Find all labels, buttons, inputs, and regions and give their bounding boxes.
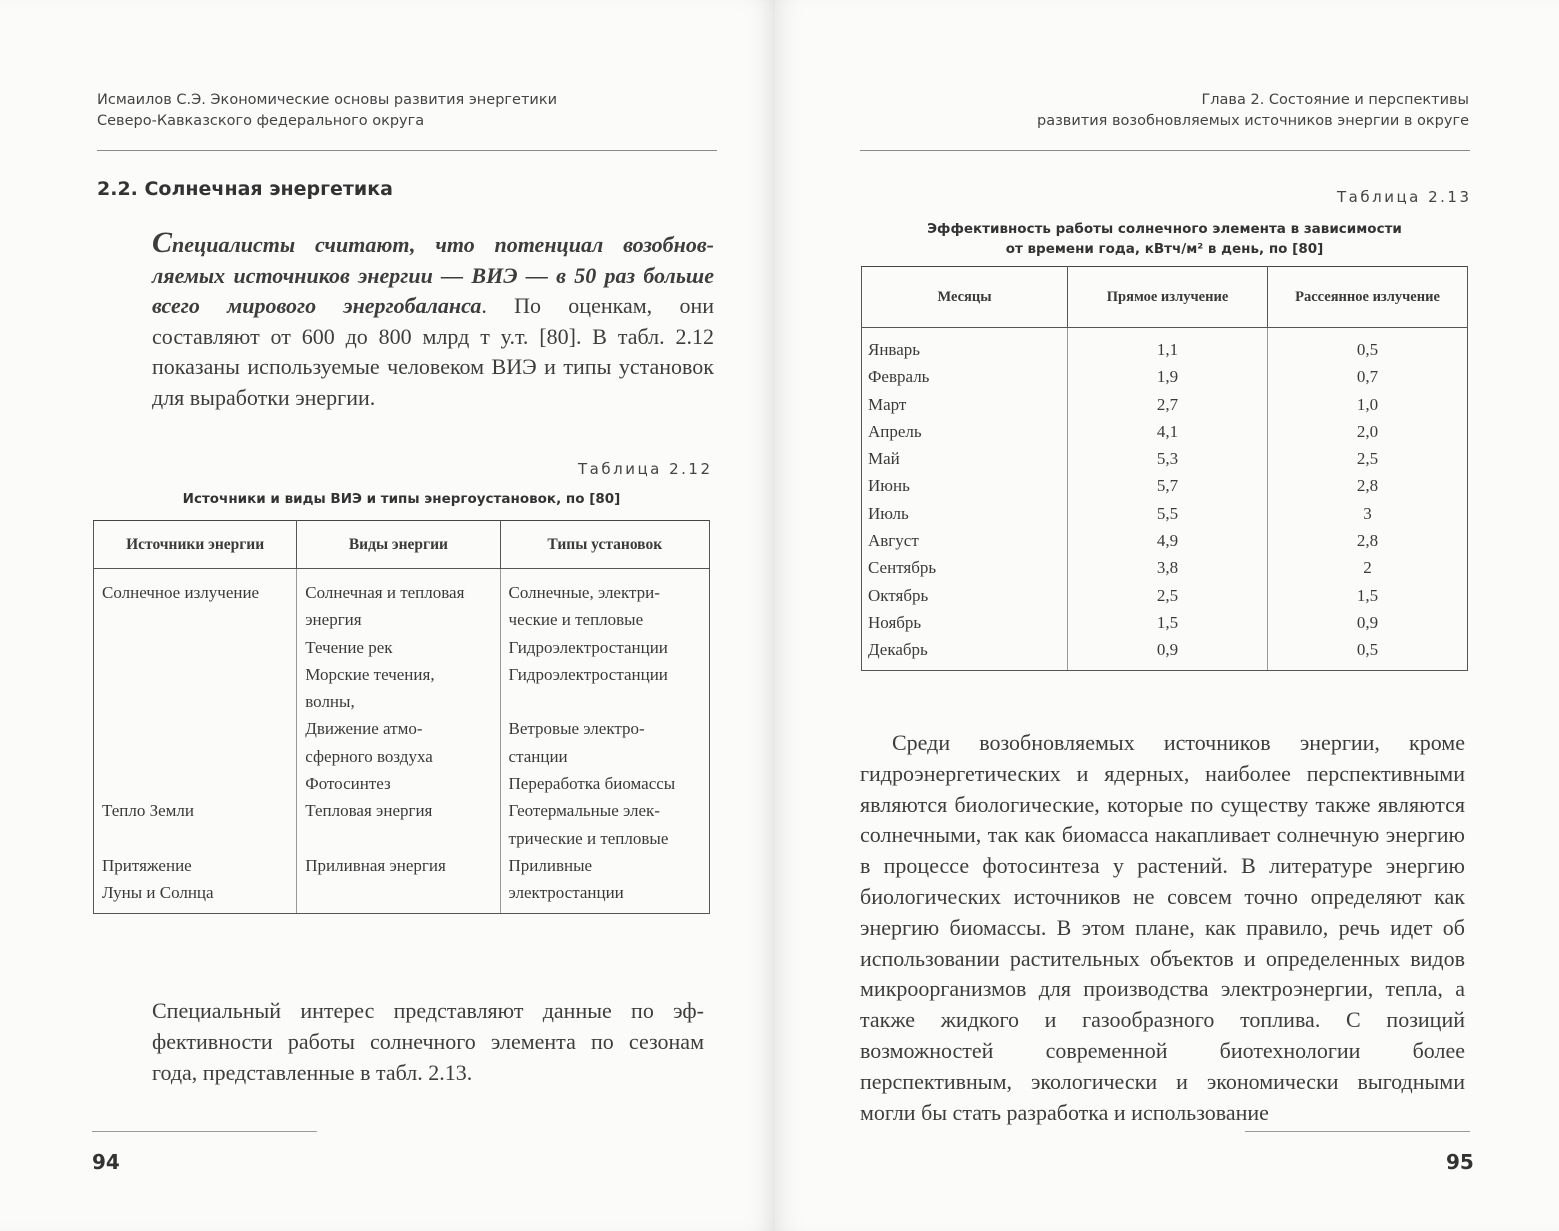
direct-radiation-cell: 1,9: [1068, 363, 1268, 390]
header-rule: [860, 150, 1470, 151]
table-row: [862, 636, 1468, 670]
direct-radiation-cell: 1,1: [1068, 328, 1268, 364]
cell-line: энергия: [305, 610, 362, 630]
cell-line: Движение атмо-: [305, 719, 423, 739]
column-header: Виды энергии: [297, 521, 500, 569]
section-heading: 2.2. Солнечная энергетика: [97, 178, 393, 200]
month-cell: Октябрь: [862, 582, 1068, 609]
table-row: [94, 569, 710, 914]
diffuse-radiation-cell: 0,7: [1268, 363, 1468, 390]
intro-text: . По оценкам, они составляют от 600 до 800 млрд т у.т. [80]. В табл. 2.12 показаны используемые человеком ВИЭ и типы установок для выработки энергии.: [152, 293, 714, 410]
diffuse-radiation-cell: 2: [1268, 554, 1468, 581]
dropcap: С: [152, 226, 173, 259]
column-header: Источники энергии: [94, 521, 297, 569]
table-2-13: [861, 266, 1468, 671]
table-row: [862, 472, 1468, 499]
table-body: [862, 328, 1468, 671]
table-title-line: от времени года, кВтч/м² в день, по [80]: [1005, 241, 1324, 257]
month-cell: Июнь: [862, 472, 1068, 499]
cell-line: Фотосинтез: [305, 774, 391, 794]
diffuse-radiation-cell: 1,0: [1268, 391, 1468, 418]
table-row: [862, 445, 1468, 472]
direct-radiation-cell: 2,7: [1068, 391, 1268, 418]
direct-radiation-cell: 3,8: [1068, 554, 1268, 581]
table-title-line: Эффективность работы солнечного элемента в зависимости: [927, 221, 1402, 237]
diffuse-radiation-cell: 0,9: [1268, 609, 1468, 636]
page-number: 94: [92, 1150, 120, 1174]
month-cell: Ноябрь: [862, 609, 1068, 636]
running-head-line: развития возобновляемых источников энергии в округе: [1036, 113, 1469, 129]
table-row: [862, 500, 1468, 527]
column-header: Рассеянное излучение: [1268, 267, 1468, 328]
table-row: [862, 527, 1468, 554]
installations-cell: [500, 569, 709, 914]
cell-line: Ветровые электро-: [508, 719, 645, 739]
month-cell: Февраль: [862, 363, 1068, 390]
energy-types-cell: [297, 569, 500, 914]
table-row: [862, 418, 1468, 445]
direct-radiation-cell: 4,9: [1068, 527, 1268, 554]
table-row: [862, 554, 1468, 581]
cell-line: Луны и Солнца: [102, 883, 214, 903]
intro-emphasis: пециалисты считают, что потенциал возобновляемых источников энергии — ВИЭ — в 50 раз больше всего мирового энергобаланса: [152, 232, 714, 318]
table-2-13-title: [861, 219, 1468, 259]
table-row: [862, 363, 1468, 390]
table-row: [862, 609, 1468, 636]
diffuse-radiation-cell: 2,8: [1268, 527, 1468, 554]
footer-rule: [92, 1131, 317, 1132]
diffuse-radiation-cell: 2,8: [1268, 472, 1468, 499]
cell-line: Тепло Земли: [102, 801, 195, 821]
diffuse-radiation-cell: 2,0: [1268, 418, 1468, 445]
cell-line: Притяжение: [102, 855, 192, 875]
column-header: Типы установок: [500, 521, 709, 569]
running-head-line: Исмаилов С.Э. Экономические основы развития энергетики: [97, 92, 557, 108]
page-number: 95: [1446, 1150, 1474, 1174]
sources-cell: [94, 569, 297, 914]
cell-line: Солнечная и тепловая: [305, 583, 465, 602]
left-page: [0, 0, 775, 1231]
month-cell: Март: [862, 391, 1068, 418]
table-row: [862, 328, 1468, 364]
month-cell: Август: [862, 527, 1068, 554]
month-cell: Май: [862, 445, 1068, 472]
cell-line: Гидроэлектростанции: [508, 637, 668, 657]
direct-radiation-cell: 2,5: [1068, 582, 1268, 609]
footer-rule: [1245, 1131, 1470, 1132]
table-2-12: [93, 520, 710, 914]
cell-line: Переработка биомассы: [508, 774, 676, 794]
cell-line: трические и тепловые: [508, 828, 669, 848]
body-paragraph: Среди возобновляемых источников энергии, кроме гидроэнергетических и ядерных, наиболее перспективными являются биологические, которые по существу также являются солнечными, так как биомасса накапливает солнечную энергию в процессе фотосинтеза у растений. В литературе энергию биологических источников не совсем точно определяют как энергию биомассы. В этом плане, как правило, речь идет об использовании растительных объектов и определенных видов микроорганизмов для производства электроэнергии, тепла, а также жидкого и газообразного топлива. С позиций возможностей современной биотехнологии более перспективным, экологически и экономически выгодными могли бы стать разработка и использование: [860, 730, 1465, 1125]
diffuse-radiation-cell: 0,5: [1268, 636, 1468, 670]
table-row: [862, 582, 1468, 609]
running-head-line: Северо-Кавказского федерального округа: [97, 113, 425, 129]
header-rule: [97, 150, 717, 151]
cell-line: Морские течения,: [305, 664, 435, 684]
table-header-row: [94, 521, 710, 569]
table-2-12-label: Таблица 2.12: [578, 460, 713, 478]
table-header-row: [862, 267, 1468, 328]
cell-line: Геотермальные элек-: [508, 801, 660, 821]
cell-line: Солнечное излучение: [102, 583, 260, 602]
table-row: [862, 391, 1468, 418]
diffuse-radiation-cell: 0,5: [1268, 328, 1468, 364]
direct-radiation-cell: 1,5: [1068, 609, 1268, 636]
direct-radiation-cell: 4,1: [1068, 418, 1268, 445]
cell-line: Тепловая энергия: [305, 801, 433, 821]
right-running-head: [829, 90, 1469, 132]
cell-line: Течение рек: [305, 637, 393, 657]
cell-line: ческие и тепловые: [508, 610, 644, 630]
cell-line: волны,: [305, 692, 355, 712]
cell-line: сферного воздуха: [305, 746, 433, 766]
direct-radiation-cell: 5,7: [1068, 472, 1268, 499]
direct-radiation-cell: 5,3: [1068, 445, 1268, 472]
left-running-head: [97, 90, 717, 132]
month-cell: Апрель: [862, 418, 1068, 445]
month-cell: Сентябрь: [862, 554, 1068, 581]
column-header: Прямое излучение: [1068, 267, 1268, 328]
diffuse-radiation-cell: 3: [1268, 500, 1468, 527]
diffuse-radiation-cell: 1,5: [1268, 582, 1468, 609]
cell-line: Гидроэлектростанции: [508, 664, 668, 684]
month-cell: Декабрь: [862, 636, 1068, 670]
body-paragraph: Специальный интерес представляют данные по эффективности работы солнечного элемента по сезонам года, представленные в табл. 2.13.: [152, 998, 704, 1085]
table-2-13-label: Таблица 2.13: [1337, 188, 1472, 206]
column-header: Месяцы: [862, 267, 1068, 328]
cell-line: Приливные: [508, 855, 593, 875]
direct-radiation-cell: 5,5: [1068, 500, 1268, 527]
running-head-line: Глава 2. Состояние и перспективы: [1201, 92, 1469, 108]
cell-line: электростанции: [508, 883, 624, 903]
diffuse-radiation-cell: 2,5: [1268, 445, 1468, 472]
table-2-12-title: Источники и виды ВИЭ и типы энергоустановок, по [80]: [182, 491, 621, 507]
month-cell: Июль: [862, 500, 1068, 527]
month-cell: Январь: [862, 328, 1068, 364]
cell-line: станции: [508, 746, 568, 766]
cell-line: Приливная энергия: [305, 855, 446, 875]
direct-radiation-cell: 0,9: [1068, 636, 1268, 670]
cell-line: Солнечные, электри-: [508, 583, 660, 602]
intro-paragraph: [152, 228, 714, 413]
